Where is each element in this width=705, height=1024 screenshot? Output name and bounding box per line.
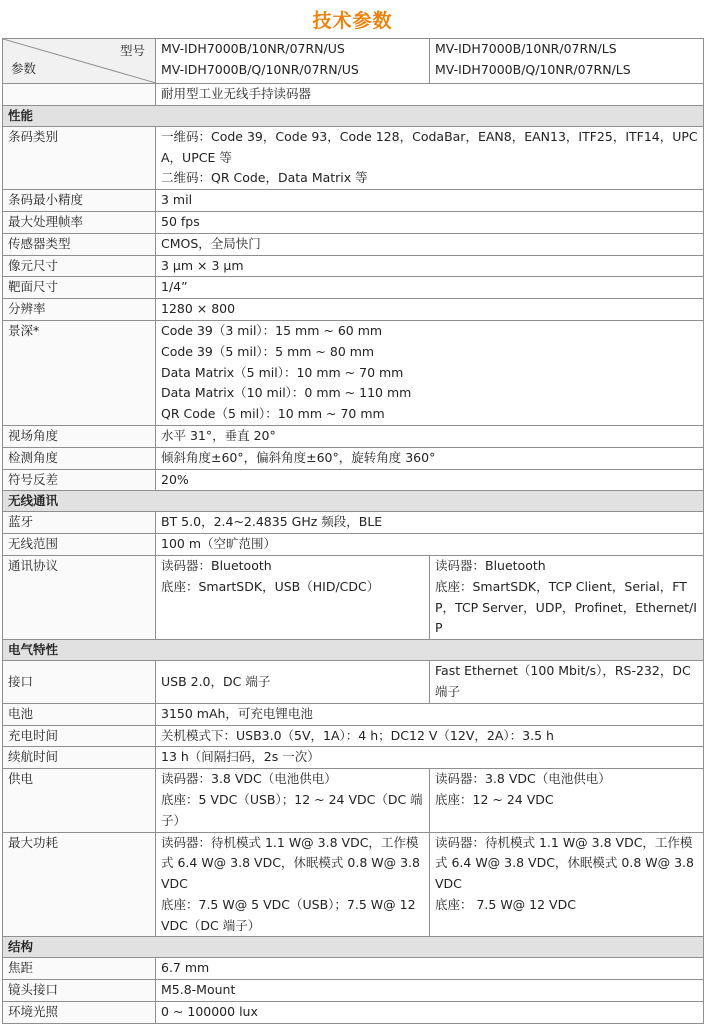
spec-label: 条码类别 (3, 126, 156, 189)
spec-value: 3 μm × 3 μm (156, 255, 704, 277)
page-title: 技术参数 (312, 9, 393, 32)
spec-value-a: USB 2.0，DC 端子 (156, 661, 430, 704)
spec-label: 无线范围 (3, 534, 156, 556)
spec-value: 50 fps (156, 211, 704, 233)
model-b: MV-IDH7000B/10NR/07RN/LS MV-IDH7000B/Q/10NR/07RN/LS (430, 39, 704, 84)
spec-value: M5.8-Mount (156, 980, 704, 1002)
section-header (3, 937, 704, 958)
spec-value: 13 h（间隔扫码，2s 一次） (156, 747, 704, 769)
spec-label: 电池 (3, 703, 156, 725)
spec-row (3, 211, 704, 233)
section-header (3, 105, 704, 126)
spec-value: 1280 × 800 (156, 299, 704, 321)
spec-row (3, 661, 704, 704)
spec-value: 3150 mAh，可充电锂电池 (156, 703, 704, 725)
spec-label: 像元尺寸 (3, 255, 156, 277)
spec-label: 分辨率 (3, 299, 156, 321)
spec-table (2, 38, 704, 1024)
spec-row (3, 534, 704, 556)
spec-value: 3 mil (156, 190, 704, 212)
spec-value: 水平 31°，垂直 20° (156, 425, 704, 447)
spec-row (3, 980, 704, 1002)
spec-label: 接口 (3, 661, 156, 704)
spec-label: 检测角度 (3, 447, 156, 469)
spec-row (3, 320, 704, 425)
spec-row (3, 769, 704, 832)
spec-row (3, 832, 704, 937)
spec-row (3, 747, 704, 769)
spec-row (3, 469, 704, 491)
spec-label: 充电时间 (3, 725, 156, 747)
spec-value: BT 5.0，2.4~2.4835 GHz 频段，BLE (156, 512, 704, 534)
product-desc: 耐用型工业无线手持读码器 (156, 84, 704, 106)
spec-row (3, 703, 704, 725)
section-title-wireless: 无线通讯 (3, 491, 704, 512)
spec-label: 通讯协议 (3, 555, 156, 639)
spec-value-a: 读码器：3.8 VDC（电池供电） 底座：5 VDC（USB）；12 ~ 24 VDC（DC 端子） (156, 769, 430, 832)
spec-label: 镜头接口 (3, 980, 156, 1002)
spec-row (3, 425, 704, 447)
spec-label: 蓝牙 (3, 512, 156, 534)
spec-value-b: Fast Ethernet（100 Mbit/s），RS-232，DC 端子 (430, 661, 704, 704)
spec-value-b: 读码器：3.8 VDC（电池供电） 底座：12 ~ 24 VDC (430, 769, 704, 832)
spec-value: Code 39（3 mil）：15 mm ~ 60 mm Code 39（5 mil）：5 mm ~ 80 mm Data Matrix（5 mil）：10 mm ~ 70 mm Data Matrix（10 mil）：0 mm ~ 110 mm QR Code（5 mil）：10 mm ~ 70 mm (156, 320, 704, 425)
spec-label: 最大处理帧率 (3, 211, 156, 233)
spec-label: 传感器类型 (3, 233, 156, 255)
spec-row (3, 512, 704, 534)
spec-value: 一维码：Code 39，Code 93，Code 128，CodaBar，EAN8，EAN13，ITF25，ITF14，UPCA，UPCE 等 二维码：QR Code，Data Matrix 等 (156, 126, 704, 189)
label-model: 型号 (119, 43, 145, 58)
spec-value: CMOS，全局快门 (156, 233, 704, 255)
spec-value-a: 读码器：待机模式 1.1 W@ 3.8 VDC，工作模式 6.4 W@ 3.8 VDC，休眠模式 0.8 W@ 3.8 VDC 底座：7.5 W@ 5 VDC（USB）；7.5 W@ 12 VDC（DC 端子） (156, 832, 430, 937)
diagonal-header-cell (3, 39, 156, 84)
spec-value: 100 m（空旷范围） (156, 534, 704, 556)
spec-row (3, 277, 704, 299)
spec-value-b: 读码器：Bluetooth 底座：SmartSDK，TCP Client，Serial，FTP，TCP Server，UDP，Profinet，Ethernet/IP (430, 555, 704, 639)
model-a: MV-IDH7000B/10NR/07RN/US MV-IDH7000B/Q/10NR/07RN/US (156, 39, 430, 84)
section-title-structure: 结构 (3, 937, 704, 958)
spec-row (3, 190, 704, 212)
spec-row (3, 725, 704, 747)
spec-value: 6.7 mm (156, 958, 704, 980)
section-header (3, 491, 704, 512)
spec-row (3, 299, 704, 321)
spec-label: 符号反差 (3, 469, 156, 491)
spec-label: 条码最小精度 (3, 190, 156, 212)
spec-value: 1/4” (156, 277, 704, 299)
product-desc-row (3, 84, 704, 106)
spec-label: 景深* (3, 320, 156, 425)
spec-value: 倾斜角度±60°，偏斜角度±60°，旋转角度 360° (156, 447, 704, 469)
spec-label: 环境光照 (3, 1002, 156, 1024)
section-title-performance: 性能 (3, 105, 704, 126)
spec-label: 靶面尺寸 (3, 277, 156, 299)
spec-value: 关机模式下：USB3.0（5V，1A）：4 h；DC12 V（12V，2A）：3.5 h (156, 725, 704, 747)
spec-label: 续航时间 (3, 747, 156, 769)
spec-value: 20% (156, 469, 704, 491)
section-header (3, 640, 704, 661)
spec-value-b: 读码器：待机模式 1.1 W@ 3.8 VDC，工作模式 6.4 W@ 3.8 VDC，休眠模式 0.8 W@ 3.8 VDC 底座： 7.5 W@ 12 VDC (430, 832, 704, 937)
spec-label: 焦距 (3, 958, 156, 980)
spec-label: 最大功耗 (3, 832, 156, 937)
header-row (3, 39, 704, 84)
spec-row (3, 255, 704, 277)
spec-row (3, 447, 704, 469)
spec-row (3, 555, 704, 639)
spec-label: 视场角度 (3, 425, 156, 447)
spec-label: 供电 (3, 769, 156, 832)
spec-row (3, 1002, 704, 1024)
spec-value: 0 ~ 100000 lux (156, 1002, 704, 1024)
spec-value-a: 读码器：Bluetooth 底座：SmartSDK，USB（HID/CDC） (156, 555, 430, 639)
spec-row (3, 126, 704, 189)
spec-row (3, 958, 704, 980)
spec-row (3, 233, 704, 255)
label-param: 参数 (11, 61, 37, 76)
section-title-electrical: 电气特性 (3, 640, 704, 661)
